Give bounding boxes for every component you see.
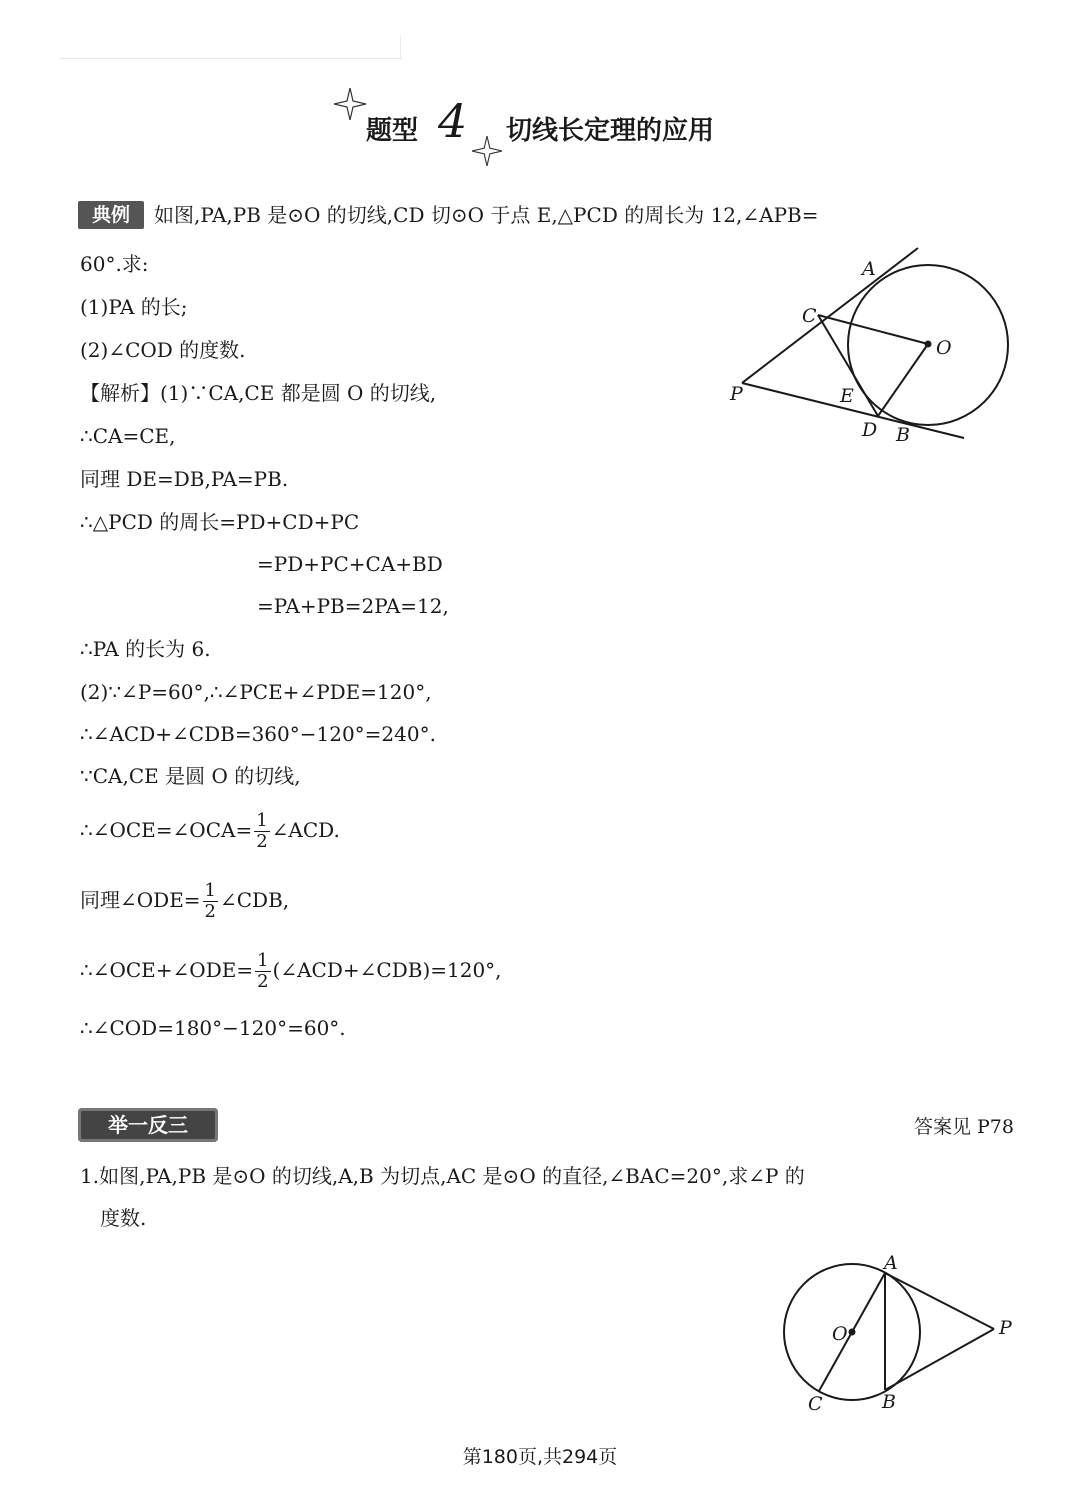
solution-line-5: =PD+PC+CA+BD [257,552,443,576]
solution-line-13 [80,946,502,994]
practice-tag: 举一反三 [78,1108,218,1142]
practice-q1-line-2: 度数. [100,1206,147,1230]
problem-line-2: 60°.求: [80,252,149,276]
tangent-pa [742,248,918,383]
practice-figure [770,1250,1030,1420]
label-p: P [999,1317,1012,1339]
solution-line-2: ∴CA=CE, [80,424,176,448]
page-footer: 第180页,共294页 [462,1446,618,1468]
solution-line-11 [80,806,340,854]
label-b: B [896,424,910,446]
top-rule [60,58,402,59]
frac-den: 2 [256,831,268,852]
fraction-half [203,881,218,922]
label-o: O [936,337,952,359]
label-b: B [882,1391,896,1413]
fraction-half [254,811,269,852]
practice-q1-line-1: 1.如图,PA,PB 是⊙O 的切线,A,B 为切点,AC 是⊙O 的直径,∠BAC=20°,求∠P 的 [80,1164,805,1188]
s13-text: ∴∠OCE+∠ODE= [80,958,254,982]
label-a: A [862,258,876,280]
segment-co [818,315,928,344]
frac-num: 1 [204,880,216,901]
frac-num: 1 [257,950,269,971]
s12-text-end: ∠CDB, [220,888,290,912]
label-p: P [730,383,743,405]
label-o: O [832,1323,848,1345]
frac-num: 1 [256,810,268,831]
label-a: A [884,1252,898,1274]
solution-line-7: ∴PA 的长为 6. [80,637,211,661]
frac-den: 2 [204,901,216,922]
label-e: E [840,385,854,407]
fraction-half [255,951,270,992]
top-rule-tick [400,36,401,60]
solution-line-4: ∴△PCD 的周长=PD+CD+PC [80,510,360,534]
example-tag: 典例 [78,201,144,229]
s11-text: ∴∠OCE=∠OCA= [80,818,253,842]
solution-line-1: 【解析】(1)∵CA,CE 都是圆 O 的切线, [80,381,437,405]
sparkle-icon [334,88,366,120]
s11-text-end: ∠ACD. [271,818,340,842]
solution-line-14: ∴∠COD=180°−120°=60°. [80,1016,346,1040]
s13-text-end: (∠ACD+∠CDB)=120°, [272,958,502,982]
solution-line-6: =PA+PB=2PA=12, [257,594,449,618]
title-prefix: 题型 [366,116,419,146]
tangent-pa [885,1273,994,1329]
s12-text: 同理∠ODE= [80,888,201,912]
center-point [925,341,932,348]
title-text: 切线长定理的应用 [506,116,715,146]
problem-line-1: 如图,PA,PB 是⊙O 的切线,CD 切⊙O 于点 E,△PCD 的周长为 12,∠APB= [154,203,819,227]
sparkle-icon [472,136,502,166]
solution-line-10: ∵CA,CE 是圆 O 的切线, [80,764,301,788]
solution-line-12 [80,876,289,924]
title-number: 4 [438,94,468,148]
answer-reference: 答案见 P78 [913,1116,1014,1138]
solution-line-8: (2)∵∠P=60°,∴∠PCE+∠PDE=120°, [80,680,432,704]
segment-do [878,344,928,416]
label-c: C [808,1393,823,1415]
example-figure [720,240,1030,450]
label-d: D [862,419,878,441]
label-c: C [802,305,817,327]
question-1: (1)PA 的长; [80,295,188,319]
center-point [849,1329,856,1336]
tangent-pb [885,1329,994,1390]
solution-line-9: ∴∠ACD+∠CDB=360°−120°=240°. [80,722,436,746]
section-title [0,94,1080,160]
solution-line-3: 同理 DE=DB,PA=PB. [80,467,289,491]
frac-den: 2 [257,971,269,992]
question-2: (2)∠COD 的度数. [80,338,246,362]
